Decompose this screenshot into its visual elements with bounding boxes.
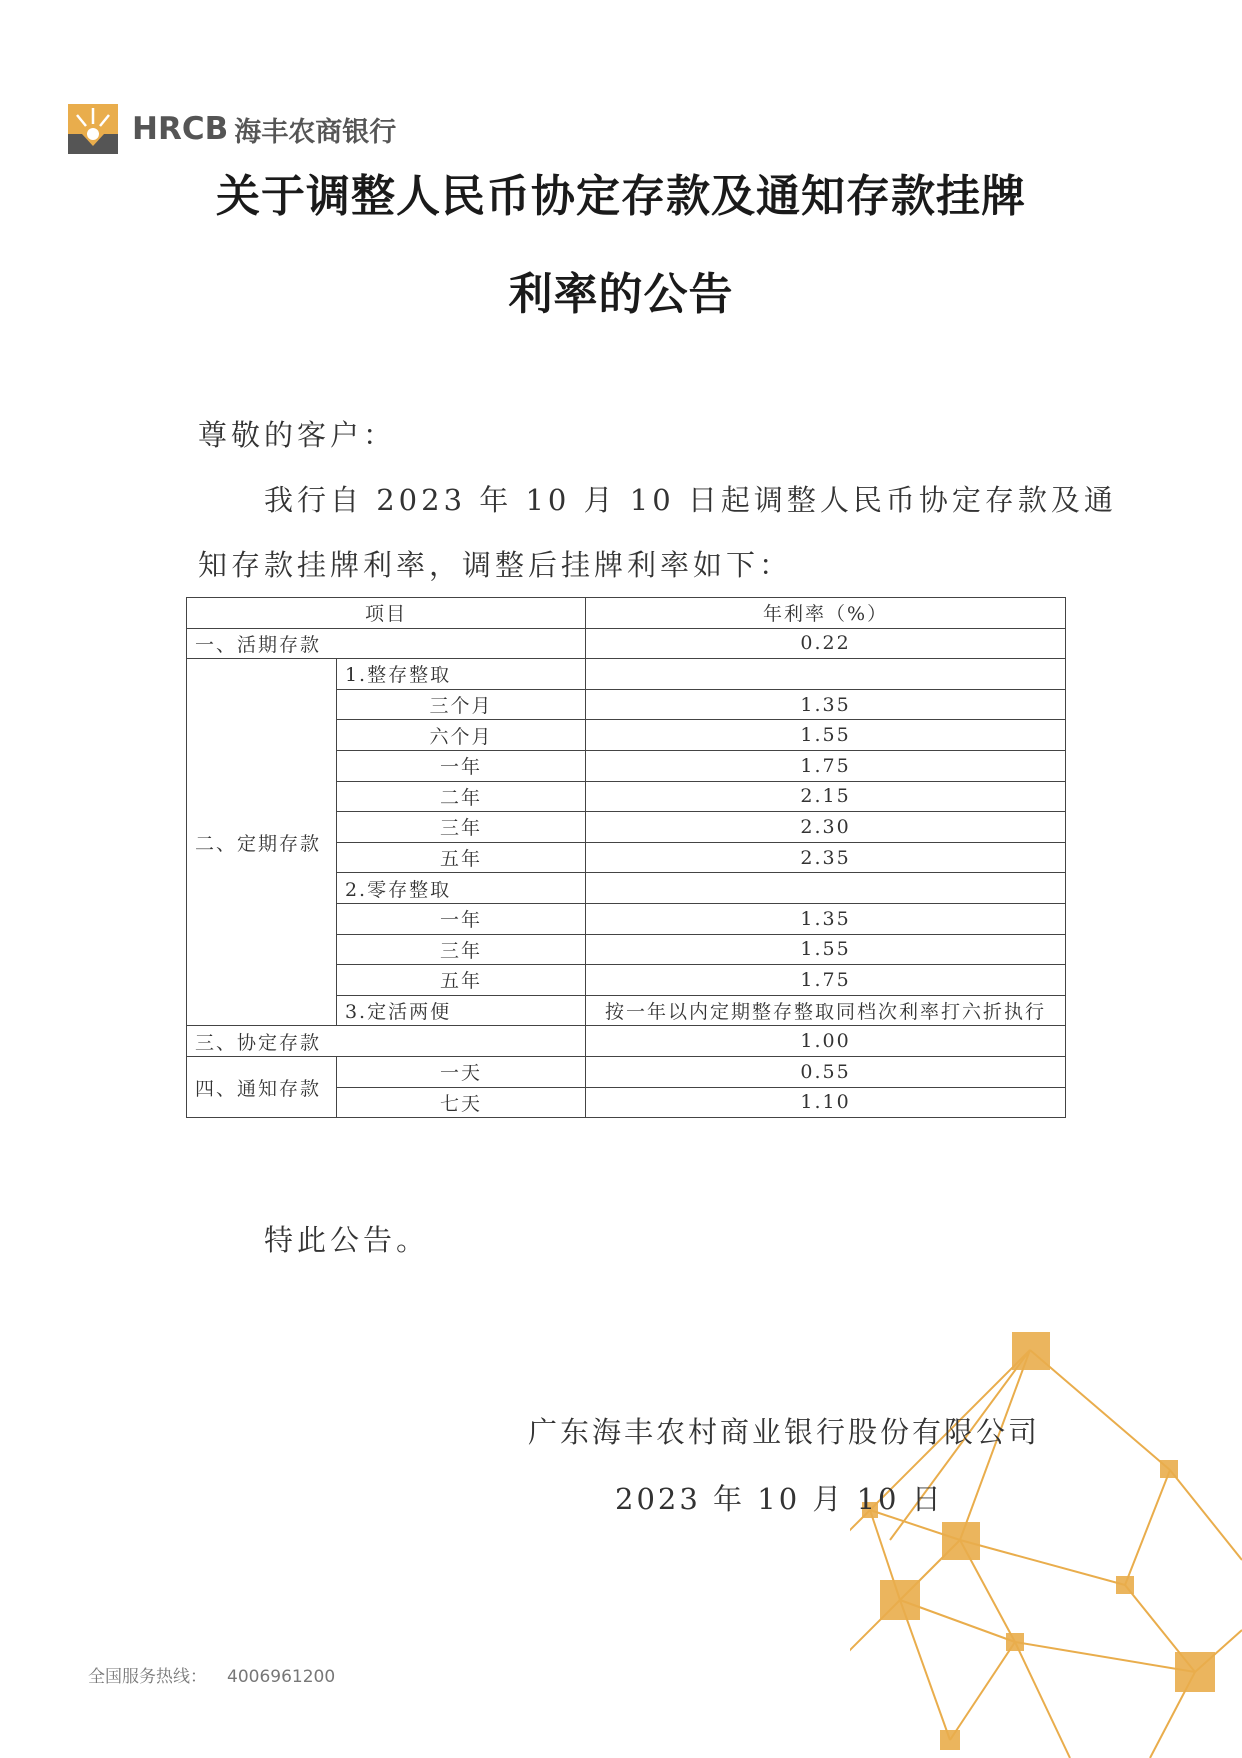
- term-cell: 六个月: [336, 720, 585, 751]
- table-row: [187, 1026, 1066, 1057]
- rate-cell: 1.75: [586, 750, 1066, 781]
- demand-label: 一、活期存款: [187, 628, 586, 659]
- page-title-line1: 关于调整人民币协定存款及通知存款挂牌: [216, 171, 1026, 222]
- table-row: [187, 628, 1066, 659]
- body-line2: 知存款挂牌利率，调整后挂牌利率如下：: [198, 548, 793, 582]
- installment-label: 2.零存整取: [336, 873, 585, 904]
- rate-cell: 0.55: [586, 1056, 1066, 1087]
- salutation: 尊敬的客户：: [198, 418, 397, 452]
- agreement-label: 三、协定存款: [187, 1026, 586, 1057]
- rate-cell: 1.35: [586, 689, 1066, 720]
- installment-rate-empty: [586, 873, 1066, 904]
- term-cell: 三个月: [336, 689, 585, 720]
- rate-cell: 1.55: [586, 934, 1066, 965]
- logo-mark-icon: [68, 104, 118, 154]
- term-cell: 七天: [336, 1087, 585, 1118]
- bank-logo: [68, 104, 396, 154]
- hotline: [88, 1662, 355, 1687]
- rate-cell: 2.15: [586, 781, 1066, 812]
- table-row: [187, 1056, 1066, 1087]
- term-cell: 二年: [336, 781, 585, 812]
- logo-text-en: HRCB: [132, 111, 229, 147]
- term-cell: 五年: [336, 965, 585, 996]
- term-cell: 三年: [336, 812, 585, 843]
- company-name: 广东海丰农村商业银行股份有限公司: [528, 1415, 1041, 1449]
- notice-label: 四、通知存款: [187, 1056, 337, 1117]
- closing-text: 特此公告。: [264, 1223, 430, 1257]
- term-cell: 五年: [336, 842, 585, 873]
- decorative-network-graphic: [850, 1330, 1242, 1758]
- rate-cell: 1.75: [586, 965, 1066, 996]
- demand-rate: 0.22: [586, 628, 1066, 659]
- rate-cell: 2.30: [586, 812, 1066, 843]
- table-header-row: [187, 598, 1066, 629]
- flexible-rate: 按一年以内定期整存整取同档次利率打六折执行: [586, 995, 1066, 1026]
- announcement-date: 2023 年 10 月 10 日: [615, 1482, 944, 1516]
- term-cell: 一年: [336, 750, 585, 781]
- rate-cell: 1.10: [586, 1087, 1066, 1118]
- table-row: [187, 659, 1066, 690]
- flexible-label: 3.定活两便: [336, 995, 585, 1026]
- header-rate: 年利率（%）: [586, 598, 1066, 629]
- fixed-label: 二、定期存款: [187, 659, 337, 1026]
- term-cell: 三年: [336, 934, 585, 965]
- lump-rate-empty: [586, 659, 1066, 690]
- agreement-rate: 1.00: [586, 1026, 1066, 1057]
- term-cell: 一年: [336, 903, 585, 934]
- lump-label: 1.整存整取: [336, 659, 585, 690]
- hotline-number: 4006961200: [227, 1667, 336, 1687]
- logo-text-cn: 海丰农商银行: [234, 116, 397, 148]
- header-item: 项目: [187, 598, 586, 629]
- hotline-label: 全国服务热线：: [88, 1667, 207, 1687]
- body-line1: 我行自 2023 年 10 月 10 日起调整人民币协定存款及通: [264, 483, 1117, 517]
- term-cell: 一天: [336, 1056, 585, 1087]
- rate-cell: 1.55: [586, 720, 1066, 751]
- rate-cell: 1.35: [586, 903, 1066, 934]
- rate-cell: 2.35: [586, 842, 1066, 873]
- interest-rate-table: [186, 597, 1066, 1118]
- page-title-line2: 利率的公告: [508, 269, 734, 320]
